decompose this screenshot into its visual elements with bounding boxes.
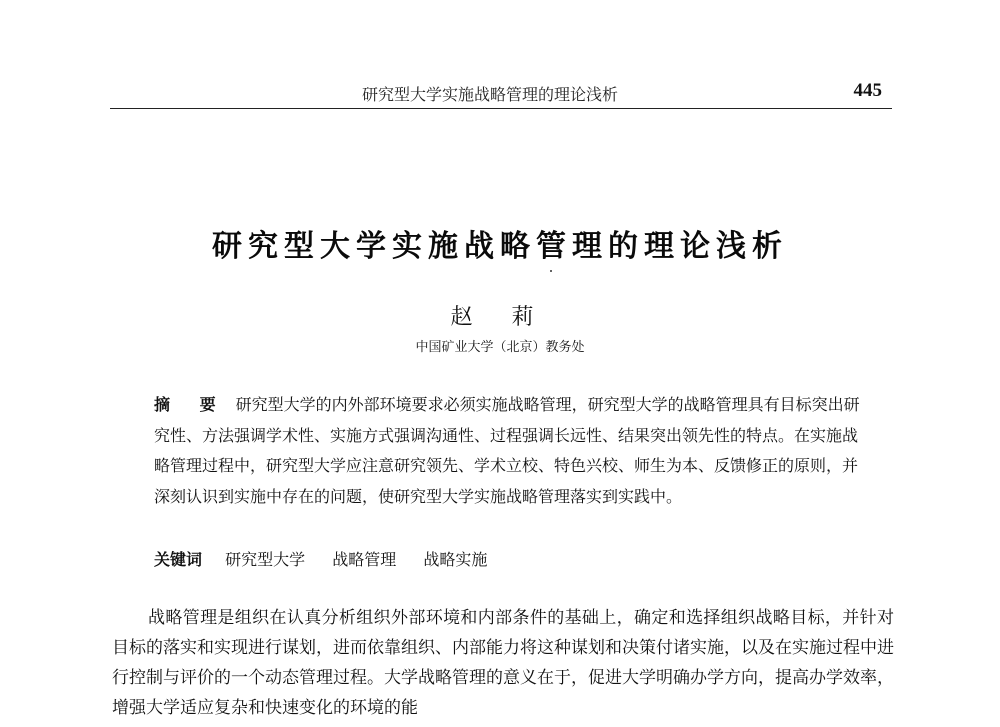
page-number: 445 [853, 80, 882, 101]
keywords-block [154, 548, 862, 572]
paper-title: 研究型大学实施战略管理的理论浅析 [212, 229, 788, 264]
running-title: 研究型大学实施战略管理的理论浅析 [362, 85, 619, 104]
running-header [110, 80, 892, 109]
print-speck [550, 270, 552, 272]
body-paragraph: 战略管理是组织在认真分析组织外部环境和内部条件的基础上，确定和选择组织战略目标，并针对目标的落实和实现进行谋划，进而依靠组织、内部能力将这种谋划和决策付诸实施，以及在实施过程中进行控制与评价的一个动态管理过程。大学战略管理的意义在于，促进大学明确办学方向，提高办学效率，增强大学适应复杂和快速变化的环境的能 [112, 608, 894, 718]
abstract-text: 研究型大学的内外部环境要求必须实施战略管理，研究型大学的战略管理具有目标突出研究性、方法强调学术性、实施方式强调沟通性、过程强调长远性、结果突出领先性的特点。在实施战略管理过程中，研究型大学应注意研究领先、学术立校、特色兴校、师生为本、反馈修正的原则，并深刻认识到实施中存在的问题，使研究型大学实施战略管理落实到实践中。 [154, 395, 860, 506]
keyword-item: 战略实施 [423, 550, 488, 569]
keyword-item: 研究型大学 [225, 550, 306, 569]
author-name: 赵 莉 [450, 305, 550, 330]
abstract-block [154, 390, 862, 512]
keywords-label: 关键词 [154, 550, 203, 569]
keyword-item: 战略管理 [332, 550, 397, 569]
author-affiliation: 中国矿业大学（北京）教务处 [415, 340, 585, 355]
abstract-label: 摘 要 [154, 395, 228, 414]
